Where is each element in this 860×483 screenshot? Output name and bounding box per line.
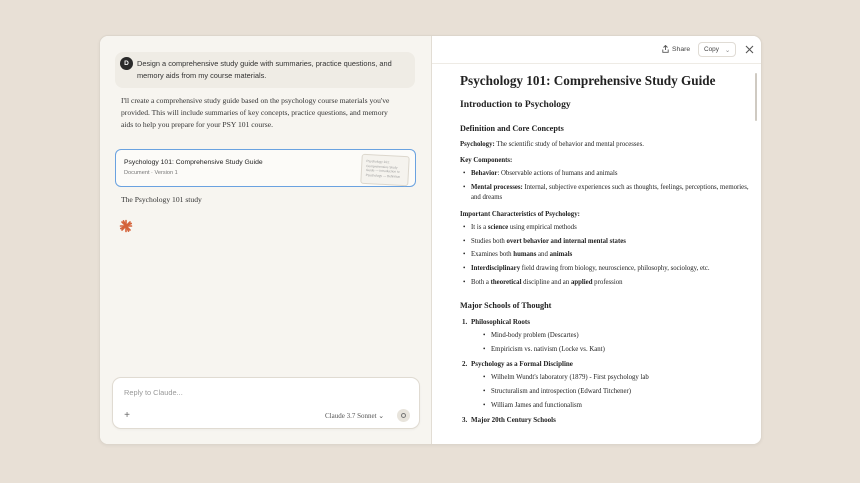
list-item: • William James and functionalism [471, 401, 752, 412]
copy-button[interactable] [698, 42, 736, 57]
definition-paragraph: Psychology: The scientific study of behavior and mental processes. [460, 141, 644, 148]
artifact-thumbnail: Psychology 101: Comprehensive Study Guide — Introduction to Psychology — Definition [360, 154, 410, 186]
artifact-card[interactable] [115, 149, 416, 187]
send-button[interactable] [397, 409, 410, 422]
user-message [115, 52, 415, 88]
schools-list [460, 317, 752, 425]
school-item: 3. Major 20th Century Schools [462, 416, 556, 425]
list-item: • Empiricism vs. nativism (Locke vs. Kant) [471, 345, 752, 356]
key-components-label: Key Components: [460, 157, 513, 164]
doc-subsection-heading: Definition and Core Concepts [460, 124, 564, 133]
list-item: • Studies both overt behavior and internal mental states [460, 237, 752, 248]
assistant-followup: The Psychology 101 study [121, 195, 202, 204]
model-selector[interactable] [325, 412, 384, 420]
artifact-title: Psychology 101: Comprehensive Study Guide [124, 159, 263, 166]
reply-input[interactable]: Reply to Claude... [124, 388, 183, 397]
copy-label: Copy [704, 46, 719, 53]
list-item: • Examines both humans and animals [460, 250, 752, 261]
user-message-text: Design a comprehensive study guide with summaries, practice questions, and memory aids from my course materials. [137, 59, 392, 80]
list-item: • It is a science using empirical methods [460, 223, 752, 234]
model-name: Claude 3.7 Sonnet [325, 412, 377, 420]
share-button[interactable] [662, 45, 690, 53]
claude-spark-icon [119, 219, 133, 233]
list-item: • Behavior: Observable actions of humans and animals [460, 169, 752, 180]
reply-composer[interactable] [112, 377, 420, 429]
close-icon[interactable] [744, 44, 755, 55]
chevron-down-icon: ⌄ [724, 46, 731, 54]
list-item: • Mental processes: Internal, subjective experiences such as thoughts, feelings, perceptions, memories, and dreams [460, 183, 752, 204]
share-label: Share [672, 45, 691, 53]
doc-title: Psychology 101: Comprehensive Study Guide [460, 73, 716, 88]
characteristics-list [460, 223, 752, 289]
user-avatar: D [120, 57, 133, 70]
school-item: 2. Psychology as a Formal Discipline • Wilhelm Wundt's laboratory (1879) - First psychology lab • Structuralism and introspection (Edward Titchener) • William James and functionalism [460, 359, 752, 412]
characteristics-label: Important Characteristics of Psychology: [460, 210, 580, 218]
list-item: • Both a theoretical discipline and an applied profession [460, 278, 752, 289]
document-body [460, 66, 752, 441]
list-item: • Structuralism and introspection (Edward Titchener) [471, 387, 752, 398]
list-item: • Wilhelm Wundt's laboratory (1879) - First psychology lab [471, 373, 752, 384]
assistant-message: I'll create a comprehensive study guide based on the psychology course materials you've provided. This will include summaries of key concepts, practice questions, and memory aids to help you prepare for your PSY 101 course. [121, 96, 390, 129]
artifact-toolbar [432, 36, 761, 64]
chevron-down-icon: ⌄ [378, 412, 385, 420]
doc-section-heading: Introduction to Psychology [460, 99, 571, 110]
chat-panel [100, 36, 432, 444]
school-item: 1. Philosophical Roots • Mind-body problem (Descartes) • Empiricism vs. nativism (Locke vs. Kant) [460, 317, 752, 356]
scrollbar[interactable] [755, 73, 757, 121]
app-window [99, 35, 762, 445]
doc-subsection-heading: Major Schools of Thought [460, 301, 552, 311]
key-components-list [460, 169, 752, 204]
send-icon [401, 413, 406, 418]
list-item: • Mind-body problem (Descartes) [471, 331, 752, 342]
artifact-panel [432, 36, 761, 444]
share-icon [662, 45, 669, 53]
list-item: • Interdisciplinary field drawing from biology, neuroscience, philosophy, sociology, etc. [460, 264, 752, 275]
plus-icon[interactable]: + [124, 410, 130, 421]
artifact-meta: Document · Version 1 [124, 170, 178, 176]
